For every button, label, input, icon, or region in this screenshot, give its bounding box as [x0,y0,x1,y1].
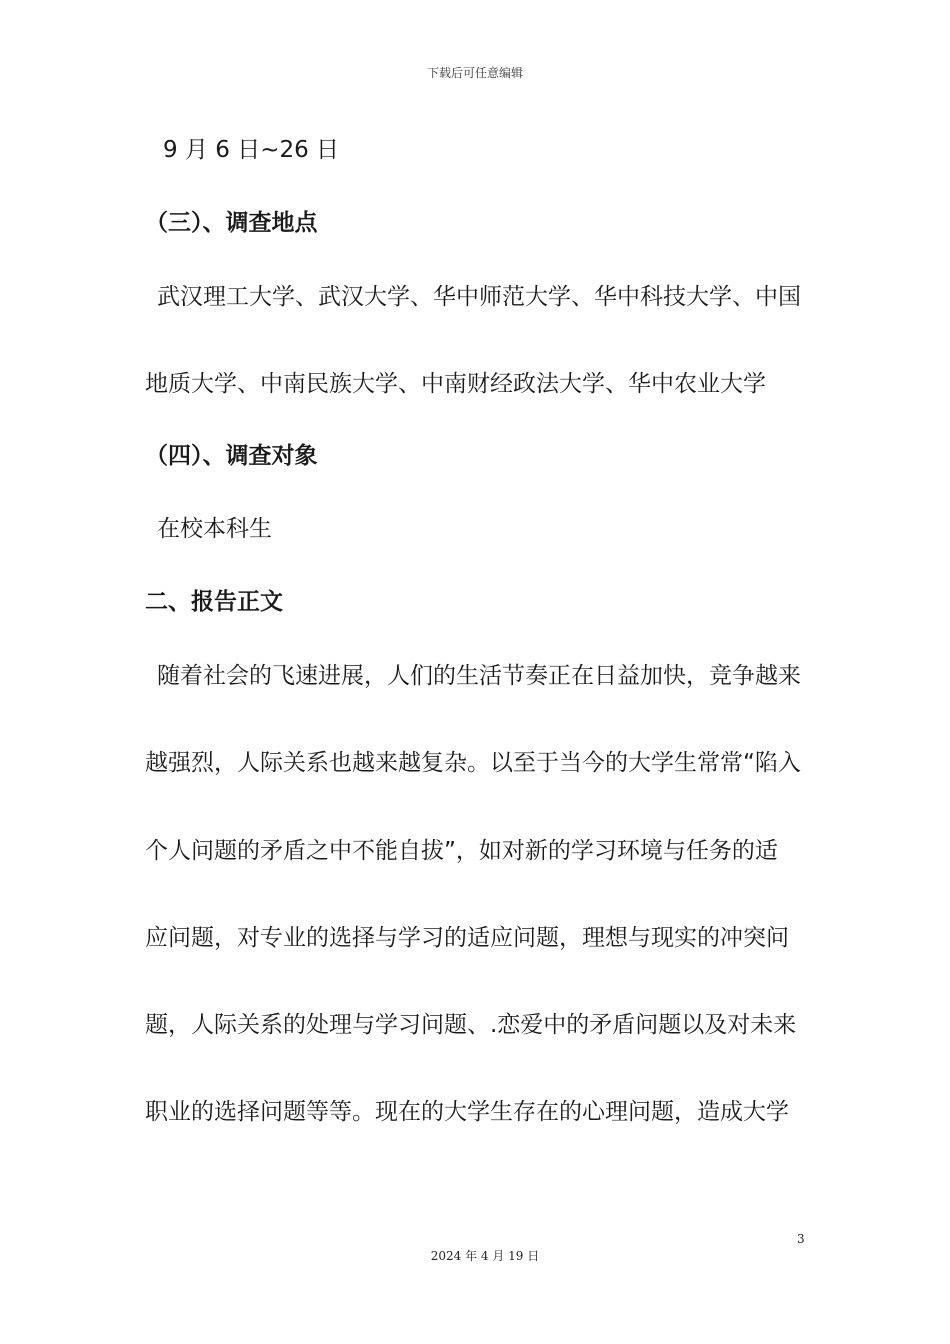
report-paragraph-line: 随着社会的飞速进展，人们的生活节奏正在日益加快，竞争越来 [157,663,801,689]
subject-text: 在校本科生 [157,516,272,542]
location-heading: （三）、调查地点 [145,210,318,236]
report-paragraph-line: 职业的选择问题等等。现在的大学生存在的心理问题，造成大学 [145,1099,789,1125]
report-paragraph-line: 个人问题的矛盾之中不能自拔”，如对新的学习环境与任务的适 [145,838,778,864]
report-paragraph-line: 越强烈，人际关系也越来越复杂。以至于当今的大学生常常“陷入 [145,750,801,776]
location-line-1: 武汉理工大学、武汉大学、华中师范大学、华中科技大学、中国 [157,284,801,310]
location-line-2: 地质大学、中南民族大学、中南财经政法大学、华中农业大学 [145,371,766,397]
survey-date: 9 月 6 日~26 日 [163,137,340,163]
footer-date: 2024 年 4 月 19 日 [430,1249,540,1263]
report-heading: 二、报告正文 [145,589,283,615]
report-paragraph-line: 应问题，对专业的选择与学习的适应问题，理想与现实的冲突问 [145,925,789,951]
report-paragraph-line: 题，人际关系的处理与学习问题、.恋爱中的矛盾问题以及对未来 [145,1012,797,1038]
page-number: 3 [797,1232,805,1246]
page-header: 下载后可任意编辑 [426,66,523,80]
subject-heading: （四）、调查对象 [145,443,318,469]
